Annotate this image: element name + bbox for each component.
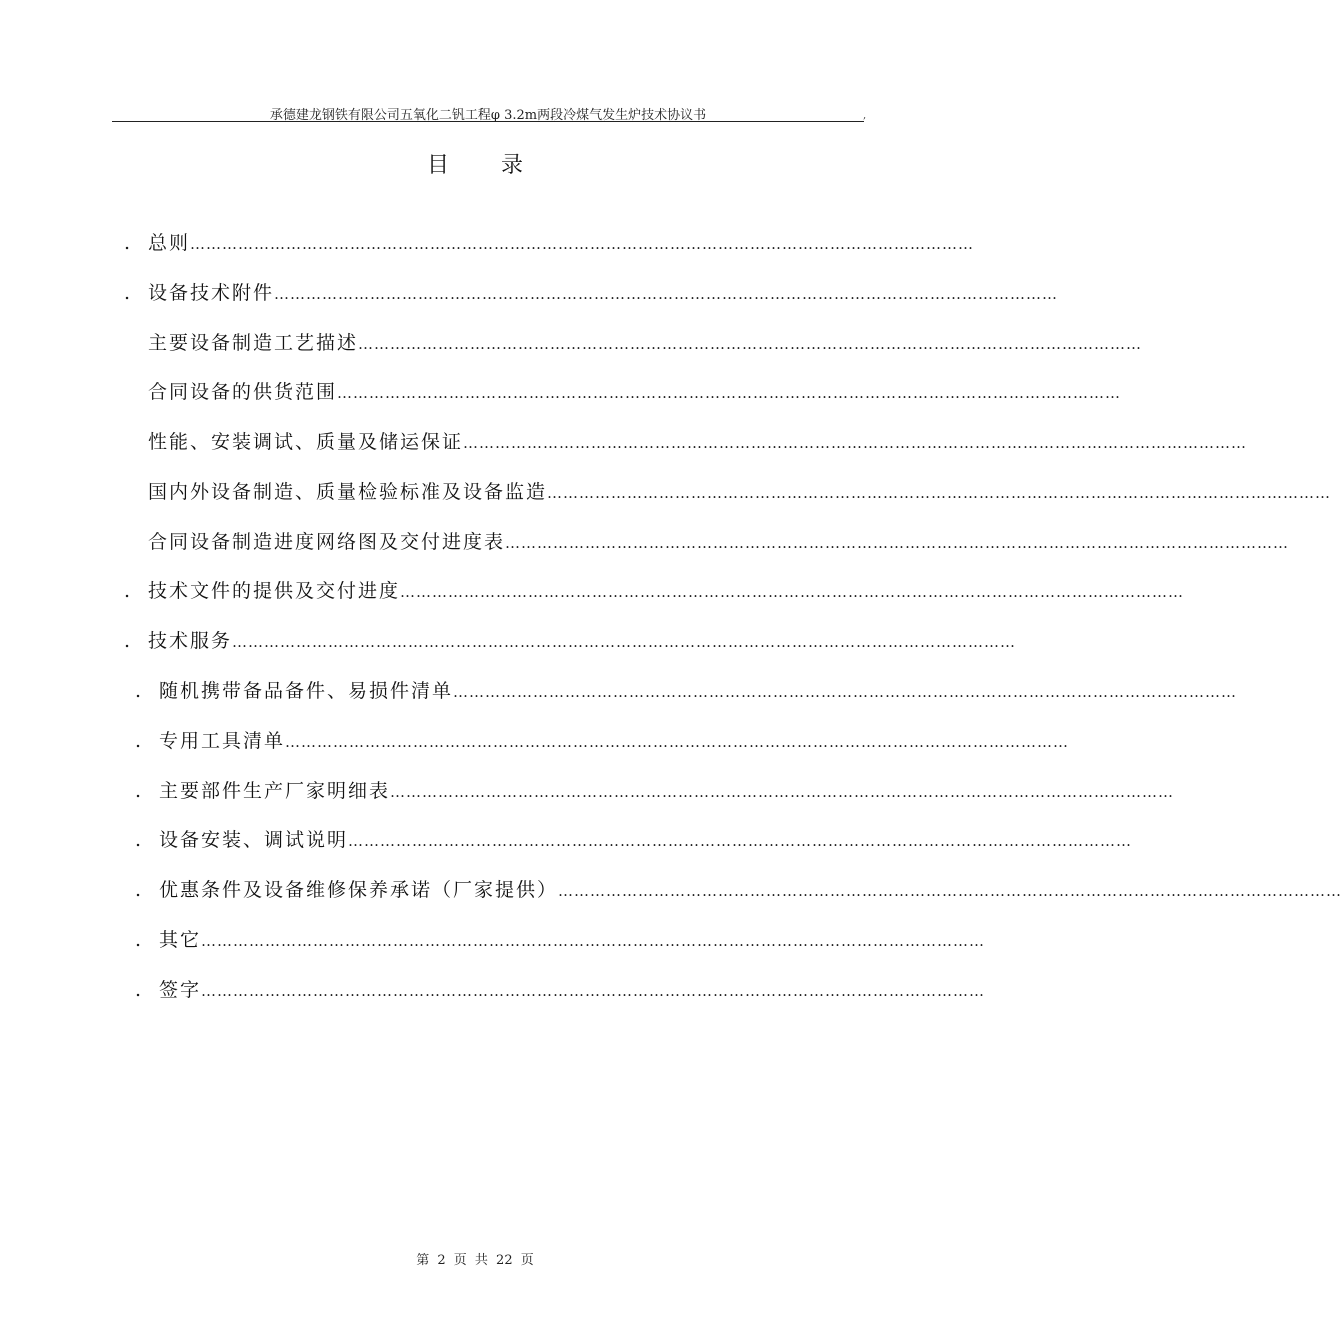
- toc-label: 性能、安装调试、质量及储运保证: [148, 431, 464, 453]
- toc-bullet: .: [135, 780, 142, 802]
- toc-item[interactable]: [135, 976, 986, 1004]
- toc-label: 总则: [148, 232, 191, 254]
- toc-item[interactable]: [124, 478, 1332, 506]
- toc-bullet: .: [124, 232, 131, 254]
- toc-leader: …………………………………………………………………………………………………………………………………: [505, 534, 1290, 552]
- toc-bullet: .: [124, 630, 131, 652]
- toc-label: 主要设备制造工艺描述: [148, 332, 359, 354]
- toc-item[interactable]: [124, 378, 1122, 406]
- header-mark: ,: [863, 110, 867, 121]
- toc-item[interactable]: [135, 727, 1070, 755]
- toc-bullet: .: [135, 829, 142, 851]
- toc-leader: …………………………………………………………………………………………………………………………………: [558, 882, 1342, 900]
- toc-label: 技术服务: [148, 630, 233, 652]
- toc-item[interactable]: [124, 627, 1017, 655]
- toc-item[interactable]: [135, 876, 1342, 904]
- toc-leader: …………………………………………………………………………………………………………………………………: [390, 783, 1175, 801]
- toc-leader: …………………………………………………………………………………………………………………………………: [190, 235, 975, 253]
- toc-leader: …………………………………………………………………………………………………………………………………: [285, 733, 1070, 751]
- toc-item[interactable]: [124, 428, 1248, 456]
- toc-item[interactable]: [124, 279, 1059, 307]
- toc-item[interactable]: [124, 577, 1185, 605]
- toc-leader: …………………………………………………………………………………………………………………………………: [463, 434, 1248, 452]
- toc-bullet: .: [135, 680, 142, 702]
- toc-item[interactable]: [124, 229, 975, 257]
- toc-leader: …………………………………………………………………………………………………………………………………: [348, 832, 1133, 850]
- toc-label: 合同设备制造进度网络图及交付进度表: [148, 531, 506, 553]
- toc-leader: …………………………………………………………………………………………………………………………………: [337, 384, 1122, 402]
- toc-leader: …………………………………………………………………………………………………………………………………: [453, 683, 1238, 701]
- toc-bullet: .: [124, 580, 131, 602]
- toc-bullet: .: [135, 730, 142, 752]
- toc-item[interactable]: [135, 926, 986, 954]
- toc-leader: …………………………………………………………………………………………………………………………………: [274, 285, 1059, 303]
- toc-item[interactable]: [135, 677, 1238, 705]
- toc-label: 技术文件的提供及交付进度: [148, 580, 401, 602]
- toc-leader: …………………………………………………………………………………………………………………………………: [400, 583, 1185, 601]
- page-title: 目录: [426, 153, 575, 178]
- toc-leader: …………………………………………………………………………………………………………………………………: [201, 932, 986, 950]
- toc-label: 主要部件生产厂家明细表: [159, 780, 391, 802]
- toc-bullet: .: [135, 879, 142, 901]
- toc-label: 设备技术附件: [148, 282, 275, 304]
- toc-bullet: .: [124, 282, 131, 304]
- toc-item[interactable]: [135, 826, 1133, 854]
- toc-bullet: .: [135, 929, 142, 951]
- toc-label: 其它: [159, 929, 202, 951]
- toc-leader: …………………………………………………………………………………………………………………………………: [358, 335, 1143, 353]
- toc-leader: …………………………………………………………………………………………………………………………………: [232, 633, 1017, 651]
- toc-label: 设备安装、调试说明: [159, 829, 349, 851]
- toc-label: 随机携带备品备件、易损件清单: [159, 680, 454, 702]
- page-footer: 第 2 页 共 22 页: [416, 1253, 534, 1268]
- toc-item[interactable]: [124, 528, 1290, 556]
- toc-label: 国内外设备制造、质量检验标准及设备监造: [148, 481, 548, 503]
- toc-item[interactable]: [124, 329, 1143, 357]
- toc-leader: …………………………………………………………………………………………………………………………………: [547, 484, 1332, 502]
- toc-label: 优惠条件及设备维修保养承诺（厂家提供）: [159, 879, 559, 901]
- toc-item[interactable]: [135, 777, 1175, 805]
- toc-label: 签字: [159, 979, 202, 1001]
- toc-label: 专用工具清单: [159, 730, 286, 752]
- toc-bullet: .: [135, 979, 142, 1001]
- toc-leader: …………………………………………………………………………………………………………………………………: [201, 982, 986, 1000]
- toc-label: 合同设备的供货范围: [148, 381, 338, 403]
- page-header: 承德建龙钢铁有限公司五氧化二钒工程φ 3.2m两段冷煤气发生炉技术协议书: [269, 108, 707, 123]
